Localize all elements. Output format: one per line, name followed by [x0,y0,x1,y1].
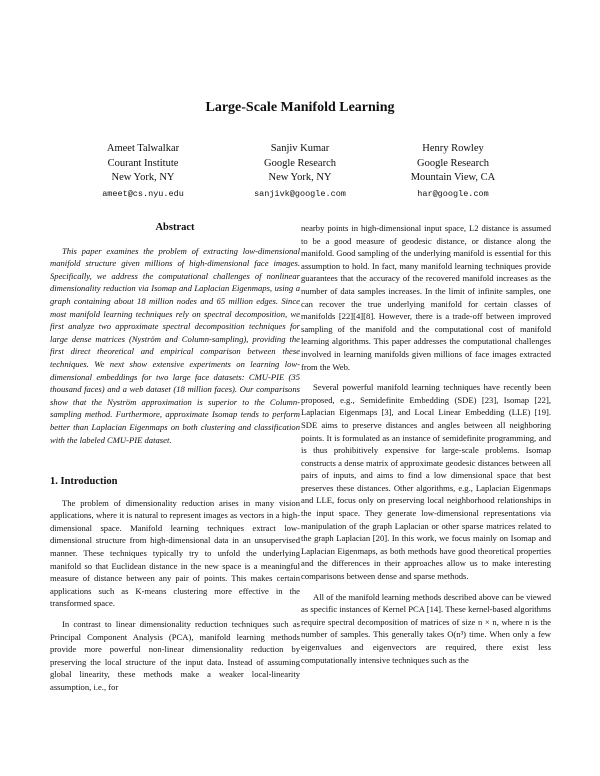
author-2 [215,142,385,201]
author-location: New York, NY [268,172,332,183]
author-name: Sanjiv Kumar [270,143,330,154]
intro-paragraph-2: In contrast to linear dimensionality reduction techniques such as Principal Component Analysis (PCA), manifold learning methods provide more powerful non-linear dimensionality reduction by preserving the local structure of the input data. Instead of assuming global linearity, these methods make a weaker local-linearity assumption, i.e., for [50,619,300,692]
left-column [50,222,300,694]
abstract-heading: Abstract [155,222,195,233]
right-paragraph-2: Several powerful manifold learning techniques have recently been proposed, e.g., Semidefinite Embedding (SDE) [23], Isomap [22], Laplacian Eigenmaps [3], and Local Linear Embedding (LLE) [19]. SDE aims to preserve distances and angles between all neighboring points. It is formulated as an instance of semidefinite programming, and is thus prohibitively expensive for large-scale problems. Isomap constructs a dense matrix of approximate geodesic distances between all pairs of inputs, and aims to find a low dimensional space that best preserves these distances. Other algorithms, e.g., Laplacian Eigenmaps and LLE, focus only on preserving local neighborhood relationships in the input space. They generate low-dimensional representations via manipulation of the graph Laplacian or other sparse matrices related to the graph Laplacian [20]. In this work, we focus mainly on Isomap and Laplacian Eigenmaps, as both methods have good theoretical properties and the differences in their approaches allow us to make interesting comparisons between dense and sparse methods. [301,382,551,582]
author-location: New York, NY [111,172,175,183]
right-paragraph-1: nearby points in high-dimensional input space, L2 distance is assumed to be a good measure of geodesic distance, or distance along the manifold. Good sampling of the underlying manifold is essential for this assumption to hold. In fact, many manifold learning techniques provide guarantees that the accuracy of the recovered manifold increases as the number of data samples increases. In the limit of infinite samples, one can recover the true underlying manifold for certain classes of manifolds [22][4][8]. However, there is a trade-off between improved sampling of the manifold and the computational cost of manifold learning algorithms. This paper addresses the computational challenges involved in learning manifolds given millions of face images extracted from the Web. [301,223,551,372]
author-name: Ameet Talwalkar [106,143,180,154]
section-heading-introduction: 1. Introduction [50,476,118,488]
author-3 [368,142,538,201]
right-column [301,222,551,666]
author-location: Mountain View, CA [410,172,496,183]
author-email: har@google.com [417,188,489,199]
author-affiliation: Google Research [416,157,489,169]
author-name: Henry Rowley [422,143,484,154]
abstract-text: This paper examines the problem of extracting low-dimensional manifold structure given millions of high-dimensional face images. Specifically, we address the computational challenges of nonlinear dimensionality reduction via Isomap and Laplacian Eigenmaps, using a graph containing about 18 million nodes and 65 million edges. Since most manifold learning techniques rely on spectral decomposition, we first analyze two approximate spectral decomposition techniques for large dense matrices (Nyström and Column-sampling), providing the first direct theoretical and empirical comparison between these techniques. We next show extensive experiments on learning low-dimensional embeddings for two large face datasets: CMU-PIE (35 thousand faces) and a web dataset (18 million faces). Our comparisons show that the Nyström approximation is superior to the Column-sampling method. Furthermore, approximate Isomap tends to perform better than Laplacian Eigenmaps on both clustering and classification with the labeled CMU-PIE dataset. [50,245,300,445]
intro-paragraph-1: The problem of dimensionality reduction arises in many vision applications, where it is natural to represent images as vectors in a high-dimensional space. Manifold learning techniques extract low-dimensional structure from high-dimensional data in an unsupervised manner. These techniques typically try to unfold the underlying manifold so that Euclidean distance in the new space is a meaningful measure of distance between any pair of points. This makes certain applications such as K-means clustering more effective in the transformed space. [50,497,300,609]
author-affiliation: Google Research [263,157,336,169]
paper-title: Large-Scale Manifold Learning [205,100,395,115]
author-email: sanjivk@google.com [254,188,346,199]
author-1 [58,142,228,201]
author-affiliation: Courant Institute [107,157,179,169]
right-paragraph-3: All of the manifold learning methods described above can be viewed as specific instances of Kernel PCA [14]. These kernel-based algorithms require spectral decomposition of matrices of size n × n, where n is the number of samples. This generally takes O(n³) time. When only a few eigenvalues and eigenvectors are required, there exist less computationally intensive techniques such as the [301,591,551,665]
author-email: ameet@cs.nyu.edu [102,188,184,199]
